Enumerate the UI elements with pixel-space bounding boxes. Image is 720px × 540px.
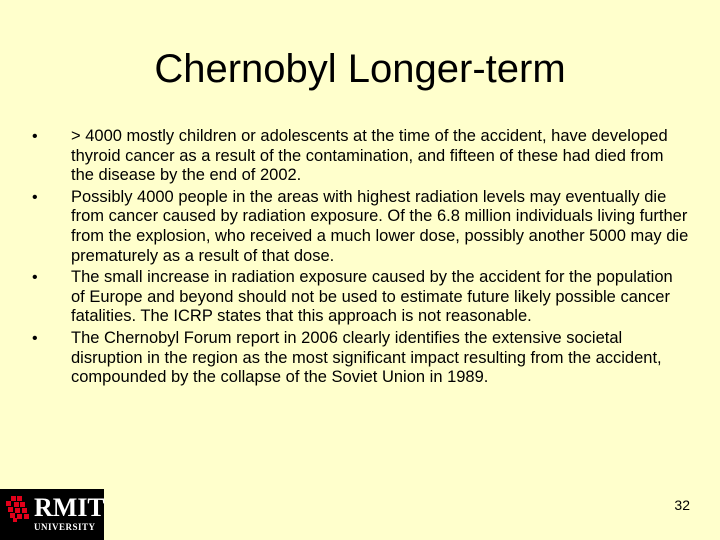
rmit-university-logo [0, 489, 104, 540]
bullet-marker: • [32, 329, 38, 347]
bullet-marker: • [32, 269, 38, 287]
slide-title: Chernobyl Longer-term [154, 47, 566, 91]
bullet-text: Possibly 4000 people in the areas with highest radiation levels may eventually die from cancer caused by radiation exposure. Of the 6.8 million individuals living further from the explosion, who received a much lower dose, possibly another 5000 may die prematurely as a result of that dose. [71, 187, 689, 265]
bullet-list [30, 127, 690, 390]
logo-subtitle: UNIVERSITY [34, 522, 96, 532]
bullet-text: The small increase in radiation exposure caused by the accident for the population of Europe and beyond should not be used to estimate future likely possible cancer fatalities. The ICRP states that this approach is not reasonable. [71, 268, 673, 326]
bullet-text: The Chernobyl Forum report in 2006 clearly identifies the extensive societal disruption in the region as the most significant impact resulting from the accident, compounded by the collapse of the Soviet Union in 1989. [71, 328, 662, 387]
bullet-item [30, 268, 690, 327]
bullet-marker: • [32, 128, 38, 145]
rmit-pixel-logo-icon [5, 495, 33, 523]
page-number: 32 [674, 497, 690, 513]
bullet-item [30, 127, 690, 186]
bullet-item [30, 329, 690, 388]
bullet-marker: • [32, 188, 38, 206]
bullet-item [30, 188, 690, 266]
bullet-text: > 4000 mostly children or adolescents at the time of the accident, have developed thyroid cancer as a result of the contamination, and fifteen of these had died from the disease by the end of 2002. [71, 127, 668, 185]
logo-wordmark: RMIT [34, 493, 105, 522]
